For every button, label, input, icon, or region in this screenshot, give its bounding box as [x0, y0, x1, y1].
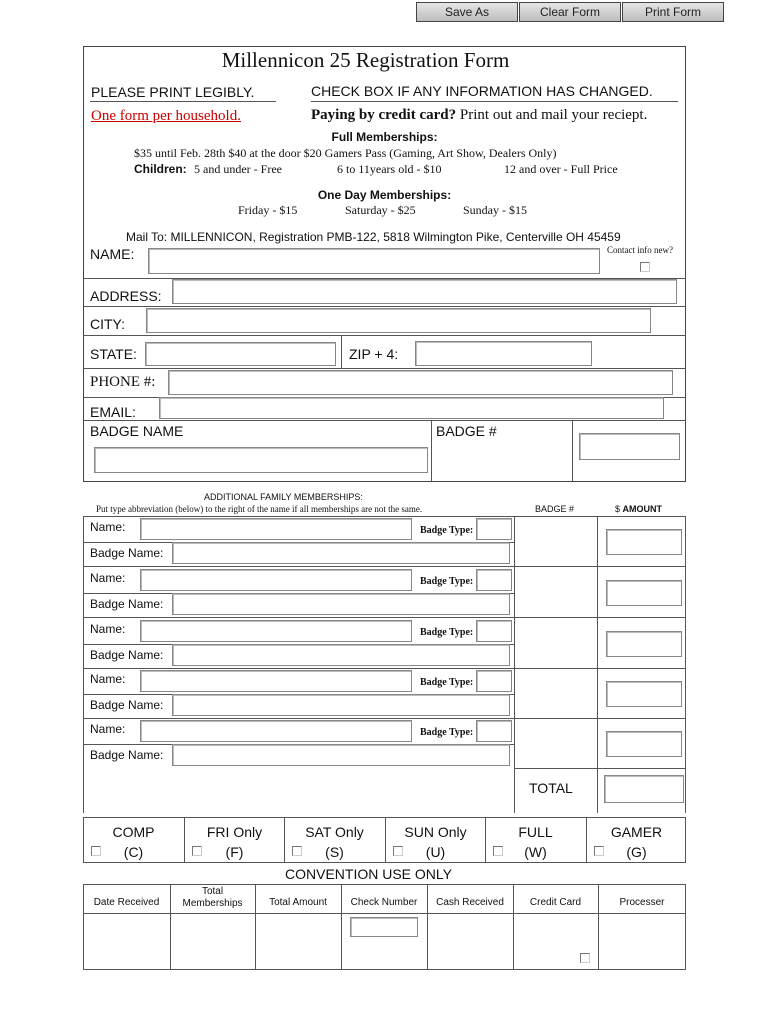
total-field[interactable]: [604, 775, 684, 803]
total-label: TOTAL: [529, 780, 573, 796]
family-badge-name-label: Badge Name:: [90, 698, 164, 712]
convention-column-header: Cash Received: [436, 897, 504, 908]
family-name-label: Name:: [90, 722, 126, 736]
credit-card-checkbox[interactable]: [580, 953, 590, 963]
type-code: (W): [524, 844, 547, 860]
convention-heading: CONVENTION USE ONLY: [285, 866, 452, 882]
paying-note: Paying by credit card? Print out and mail your reciept.: [311, 107, 648, 123]
convention-column-header: Total Memberships: [182, 886, 243, 909]
family-name-field[interactable]: [140, 670, 412, 692]
children-mid: 6 to 11years old - $10: [337, 162, 442, 176]
address-label: ADDRESS:: [90, 288, 162, 304]
badge-number-label: BADGE #: [436, 423, 497, 439]
badge-type-field[interactable]: [476, 670, 512, 692]
badge-type-label: Badge Type:: [420, 677, 474, 688]
contact-info-new-label: Contact info new?: [607, 245, 673, 255]
save-as-button[interactable]: Save As: [416, 2, 518, 22]
address-field[interactable]: [172, 279, 677, 304]
friday-price: Friday - $15: [238, 203, 298, 217]
convention-column-header: Credit Card: [529, 897, 582, 908]
family-name-label: Name:: [90, 672, 126, 686]
one-day-heading: One Day Memberships:: [317, 188, 452, 202]
name-label: NAME:: [90, 246, 135, 262]
badge-type-field[interactable]: [476, 720, 512, 742]
state-label: STATE:: [90, 346, 137, 362]
type-label: FULL: [518, 824, 553, 840]
type-label: SUN Only: [404, 824, 467, 840]
children-over: 12 and over - Full Price: [504, 162, 618, 176]
type-label: FRI Only: [206, 824, 263, 840]
check-box-note: CHECK BOX IF ANY INFORMATION HAS CHANGED.: [311, 83, 653, 99]
badge-number-field[interactable]: [579, 433, 680, 460]
city-label: CITY:: [90, 316, 126, 332]
family-badge-name-field[interactable]: [172, 744, 510, 766]
family-badge-name-field[interactable]: [172, 542, 510, 564]
family-badge-name-label: Badge Name:: [90, 748, 164, 762]
type-label: GAMER: [610, 824, 663, 840]
badge-type-field[interactable]: [476, 569, 512, 591]
type-label: SAT Only: [305, 824, 364, 840]
badge-type-label: Badge Type:: [420, 727, 474, 738]
family-name-label: Name:: [90, 622, 126, 636]
city-field[interactable]: [146, 308, 651, 333]
phone-field[interactable]: [168, 370, 673, 395]
convention-column-header: Check Number: [350, 897, 418, 908]
type-code: (U): [425, 844, 446, 860]
family-badge-name-field[interactable]: [172, 644, 510, 666]
family-name-label: Name:: [90, 520, 126, 534]
full-memberships-prices: $35 until Feb. 28th $40 at the door $20 Gamers Pass (Gaming, Art Show, Dealers Only): [134, 146, 557, 160]
family-amount-field[interactable]: [606, 631, 682, 657]
convention-column-header: Date Received: [93, 897, 160, 908]
type-code: (S): [325, 844, 344, 860]
mail-to-address: Mail To: MILLENNICON, Registration PMB-122, 5818 Wilmington Pike, Centerville OH 45459: [126, 230, 621, 244]
children-label: Children:: [134, 162, 187, 176]
type-label: COMP: [112, 824, 155, 840]
family-amount-field[interactable]: [606, 580, 682, 606]
family-heading: ADDITIONAL FAMILY MEMBERSHIPS:: [204, 492, 363, 502]
saturday-price: Saturday - $25: [345, 203, 416, 217]
one-form-note: One form per household.: [91, 108, 241, 124]
check-number-field[interactable]: [350, 917, 418, 937]
convention-column-header: Processer: [619, 897, 665, 908]
phone-label: PHONE #:: [90, 374, 156, 390]
type-code: (G): [626, 844, 647, 860]
zip-field[interactable]: [415, 341, 592, 366]
badge-type-label: Badge Type:: [420, 576, 474, 587]
sunday-price: Sunday - $15: [463, 203, 527, 217]
convention-column-header: Total Amount: [269, 897, 327, 908]
family-amount-field[interactable]: [606, 731, 682, 757]
family-name-label: Name:: [90, 571, 126, 585]
badge-name-label: BADGE NAME: [90, 423, 184, 439]
family-name-field[interactable]: [140, 569, 412, 591]
full-memberships-heading: Full Memberships:: [331, 130, 438, 144]
family-badge-name-label: Badge Name:: [90, 597, 164, 611]
email-label: EMAIL:: [90, 404, 136, 420]
email-field[interactable]: [159, 397, 664, 419]
family-amount-field[interactable]: [606, 681, 682, 707]
print-form-button[interactable]: Print Form: [622, 2, 724, 22]
type-code: (C): [123, 844, 144, 860]
badge-type-field[interactable]: [476, 620, 512, 642]
contact-info-new-checkbox[interactable]: [640, 262, 650, 272]
state-field[interactable]: [145, 342, 336, 366]
zip-label: ZIP + 4:: [349, 346, 399, 362]
form-title: Millennicon 25 Registration Form: [221, 48, 510, 72]
family-badge-column: BADGE #: [535, 504, 575, 514]
family-name-field[interactable]: [140, 720, 412, 742]
print-legibly-text: PLEASE PRINT LEGIBLY.: [91, 84, 255, 100]
badge-name-field[interactable]: [94, 447, 428, 473]
type-code: (F): [225, 844, 244, 860]
family-name-field[interactable]: [140, 620, 412, 642]
family-amount-field[interactable]: [606, 529, 682, 555]
children-under: 5 and under - Free: [194, 162, 282, 176]
family-amount-column: $ AMOUNT: [615, 504, 663, 514]
family-badge-name-field[interactable]: [172, 593, 510, 615]
family-badge-name-label: Badge Name:: [90, 546, 164, 560]
name-field[interactable]: [148, 248, 600, 274]
badge-type-field[interactable]: [476, 518, 512, 540]
badge-type-label: Badge Type:: [420, 627, 474, 638]
badge-type-label: Badge Type:: [420, 525, 474, 536]
family-badge-name-field[interactable]: [172, 694, 510, 716]
family-badge-name-label: Badge Name:: [90, 648, 164, 662]
family-name-field[interactable]: [140, 518, 412, 540]
family-instructions: Put type abbreviation (below) to the right of the name if all memberships are not the same.: [96, 504, 423, 514]
clear-form-button[interactable]: Clear Form: [519, 2, 621, 22]
